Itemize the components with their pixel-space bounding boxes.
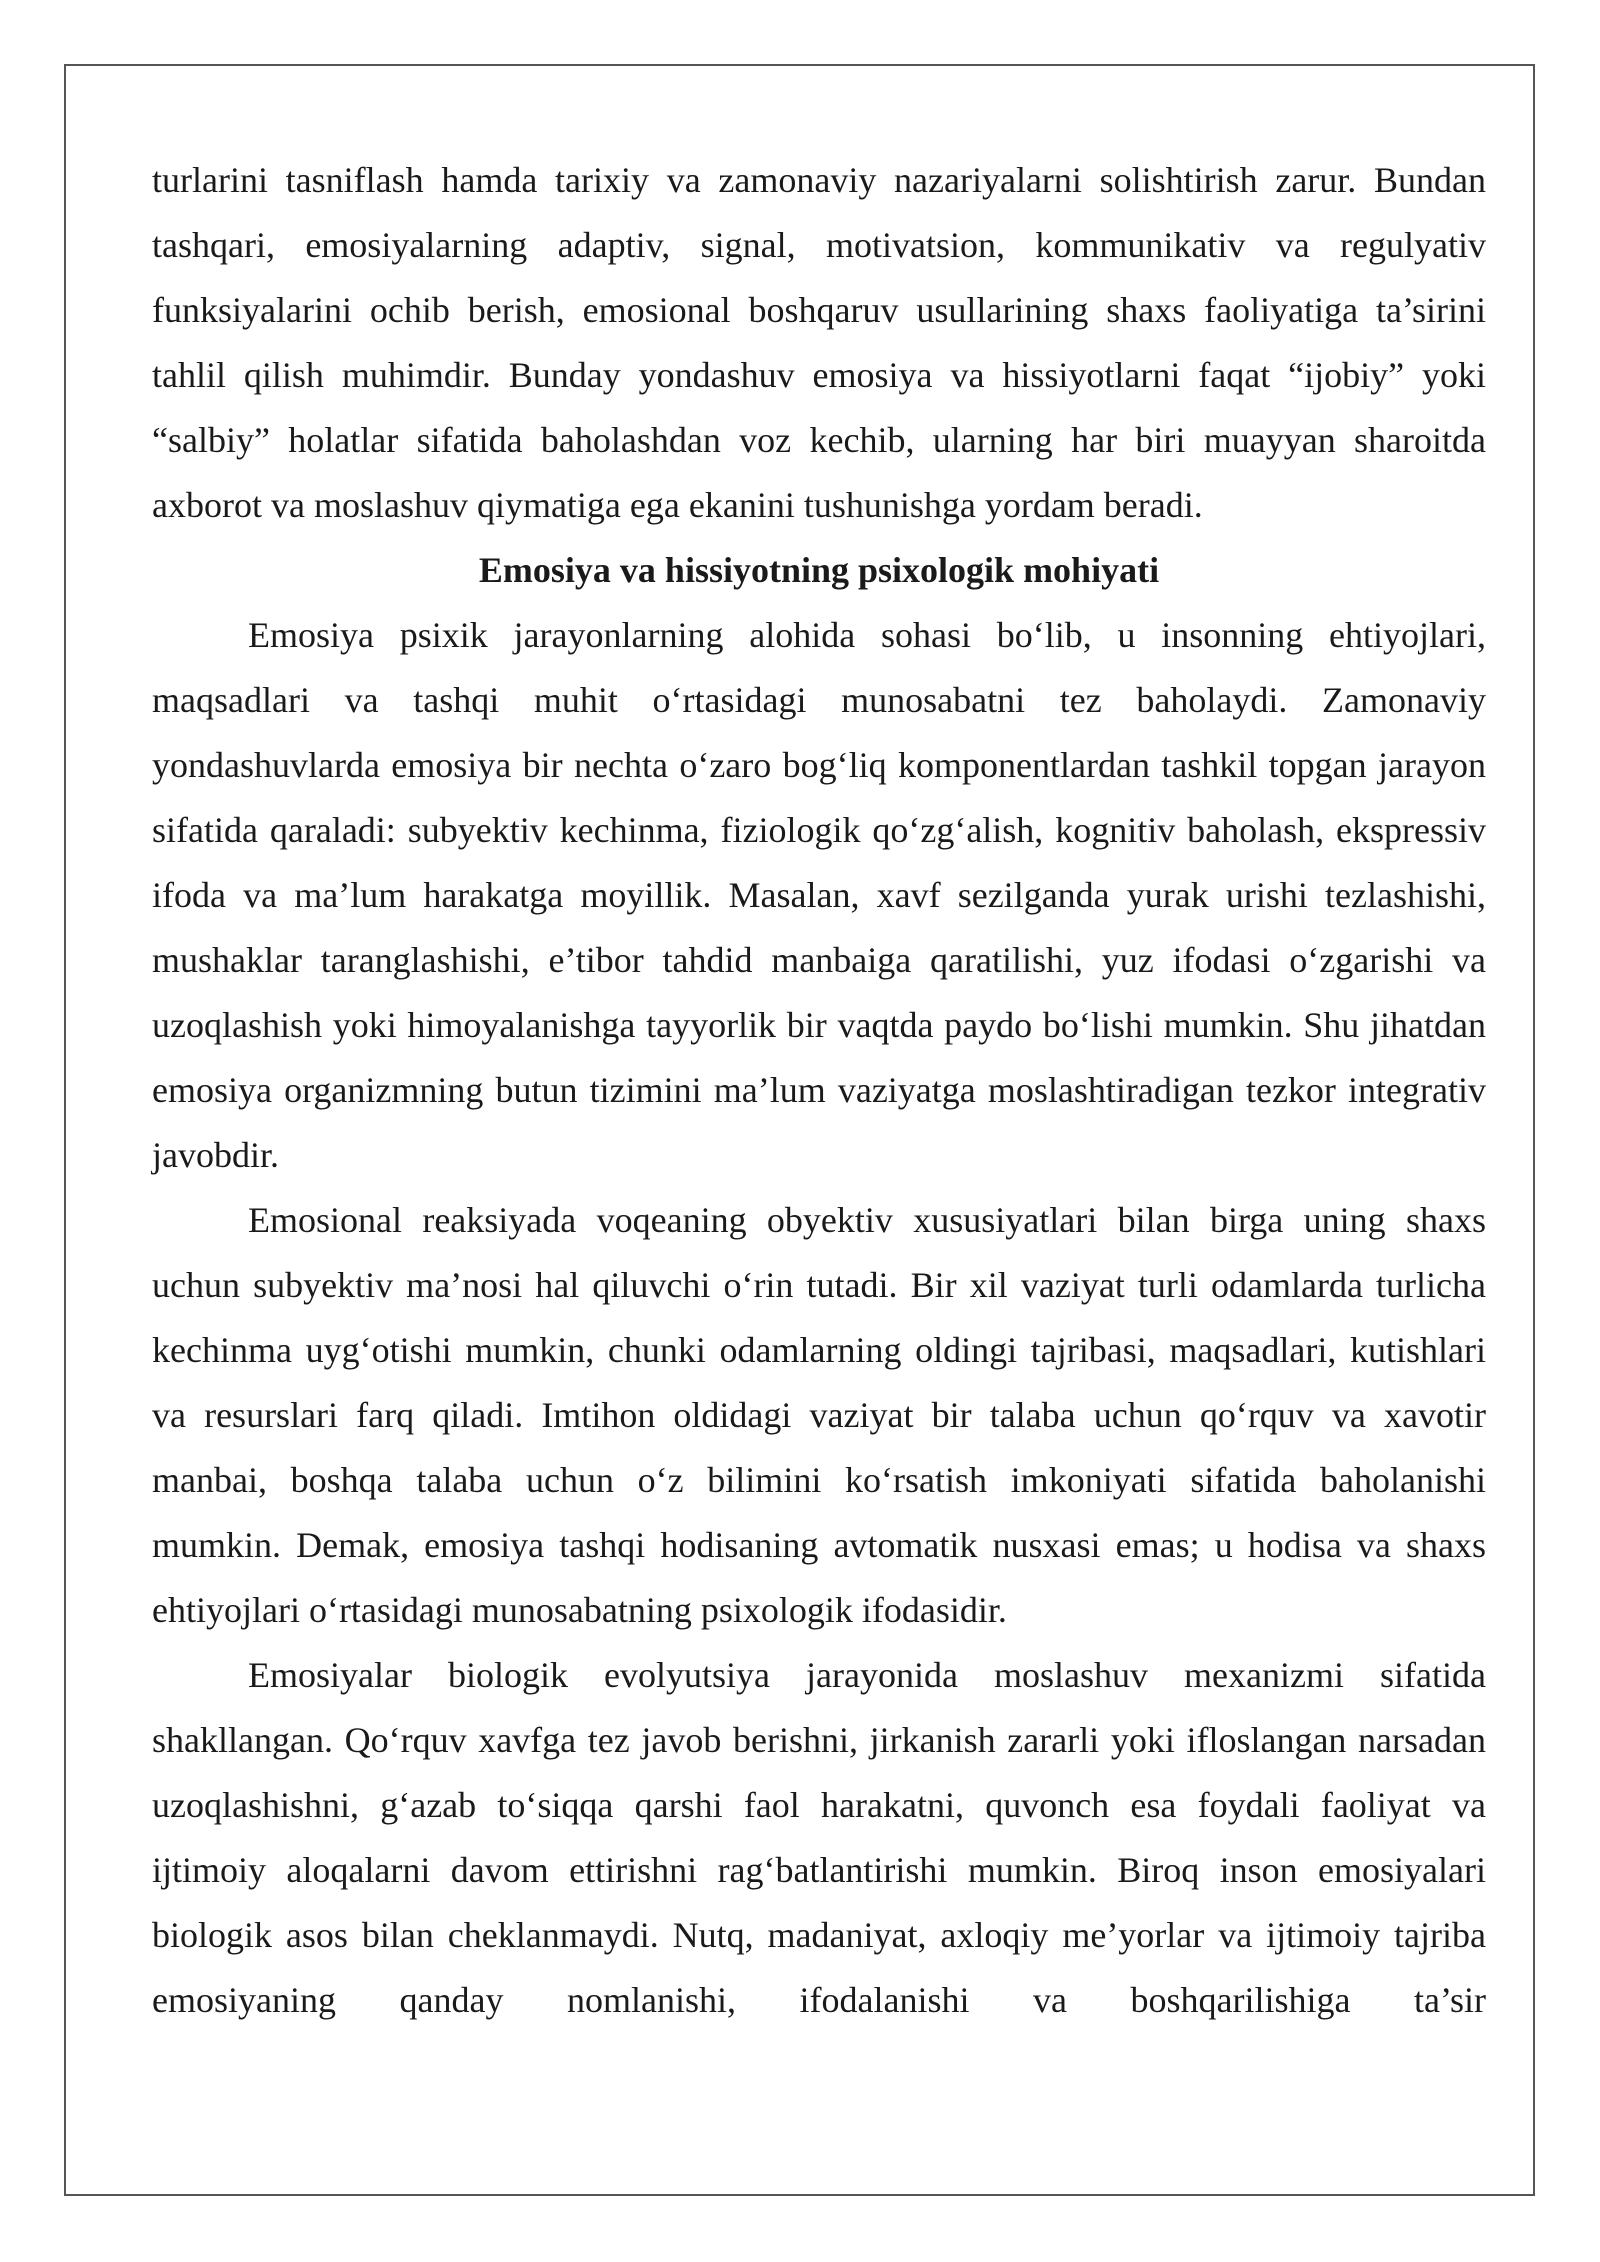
document-body (152, 148, 1486, 2033)
paragraph-emotion-definition: Emosiya psixik jarayonlarning alohida sohasi boʻlib, u insonning ehtiyojlari, maqsadlari va tashqi muhit oʻrtasidagi munosabatni tez baholaydi. Zamonaviy yondashuvlarda emosiya bir nechta oʻzaro bogʻliq komponentlardan tashkil topgan jarayon sifatida qaraladi: subyektiv kechinma, fiziologik qoʻzgʻalish, kognitiv baholash, ekspressiv ifoda va ma’lum harakatga moyillik. Masalan, xavf sezilganda yurak urishi tezlashishi, mushaklar taranglashishi, e’tibor tahdid manbaiga qaratilishi, yuz ifodasi oʻzgarishi va uzoqlashish yoki himoyalanishga tayyorlik bir vaqtda paydo boʻlishi mumkin. Shu jihatdan emosiya organizmning butun tizimini ma’lum vaziyatga moslashtiradigan tezkor integrativ javobdir. (152, 615, 1486, 1175)
paragraph-evolution: Emosiyalar biologik evolyutsiya jarayonida moslashuv mexanizmi sifatida shakllangan. Qoʻrquv xavfga tez javob berishni, jirkanish zararli yoki ifloslangan narsadan uzoqlashishni, gʻazab toʻsiqqa qarshi faol harakatni, quvonch esa foydali faoliyat va ijtimoiy aloqalarni davom ettirishni ragʻbatlantirishi mumkin. Biroq inson emosiyalari biologik asos bilan cheklanmaydi. Nutq, madaniyat, axloqiy me’yorlar va ijtimoiy tajriba emosiyaning qanday nomlanishi, ifodalanishi va boshqarilishiga ta’sir (152, 1655, 1486, 2020)
paragraph-intro: turlarini tasniflash hamda tarixiy va zamonaviy nazariyalarni solishtirish zarur. Bundan tashqari, emosiyalarning adaptiv, signal, motivatsion, kommunikativ va regulyativ funksiyalarini ochib berish, emosional boshqaruv usullarining shaxs faoliyatiga ta’sirini tahlil qilish muhimdir. Bunday yondashuv emosiya va hissiyotlarni faqat “ijobiy” yoki “salbiy” holatlar sifatida baholashdan voz kechib, ularning har biri muayyan sharoitda axborot va moslashuv qiymatiga ega ekanini tushunishga yordam beradi. (152, 160, 1486, 525)
paragraph-subjective-meaning: Emosional reaksiyada voqeaning obyektiv xususiyatlari bilan birga uning shaxs uchun subyektiv ma’nosi hal qiluvchi oʻrin tutadi. Bir xil vaziyat turli odamlarda turlicha kechinma uygʻotishi mumkin, chunki odamlarning oldingi tajribasi, maqsadlari, kutishlari va resurslari farq qiladi. Imtihon oldidagi vaziyat bir talaba uchun qoʻrquv va xavotir manbai, boshqa talaba uchun oʻz bilimini koʻrsatish imkoniyati sifatida baholanishi mumkin. Demak, emosiya tashqi hodisaning avtomatik nusxasi emas; u hodisa va shaxs ehtiyojlari oʻrtasidagi munosabatning psixologik ifodasidir. (152, 1200, 1486, 1630)
section-heading: Emosiya va hissiyotning psixologik mohiyati (478, 550, 1160, 590)
